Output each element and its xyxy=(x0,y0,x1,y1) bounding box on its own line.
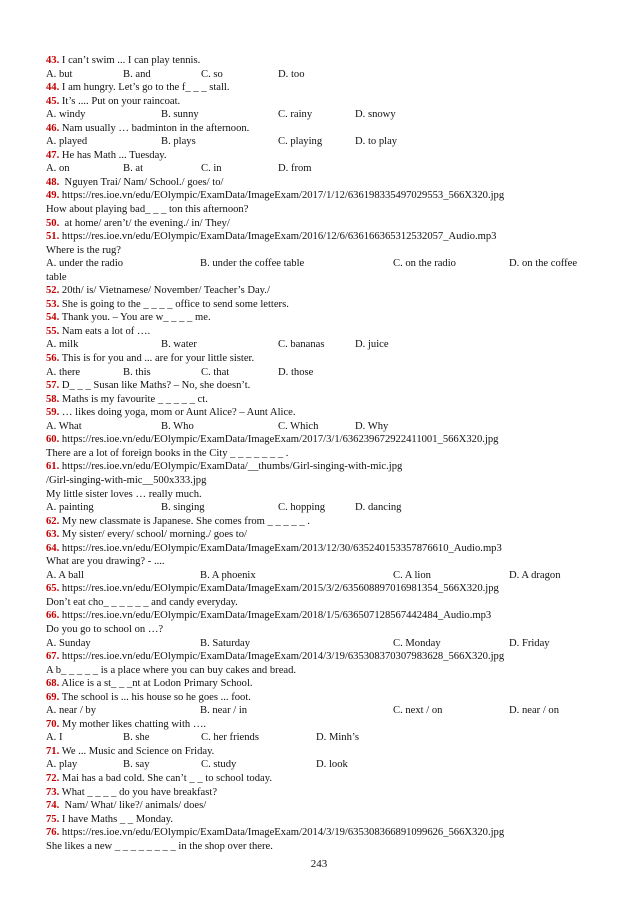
question-text: I have Maths _ _ Monday. xyxy=(59,813,174,825)
answer-option: A. Sunday xyxy=(46,637,91,649)
question-line xyxy=(46,95,594,109)
question-number: 70. xyxy=(46,718,60,730)
question-number: 62. xyxy=(46,515,60,527)
question-number: 54. xyxy=(46,312,60,324)
answer-option: D. dancing xyxy=(355,502,402,514)
question-number: 47. xyxy=(46,149,60,161)
question-number: 71. xyxy=(46,745,60,757)
question-number: 61. xyxy=(46,461,60,473)
answer-option: B. plays xyxy=(161,136,196,148)
answer-option: A. there xyxy=(46,366,81,378)
question-text: Nam eats a lot of …. xyxy=(59,325,151,337)
answer-option: A. A ball xyxy=(46,569,84,581)
question-text: Maths is my favourite _ _ _ _ _ ct. xyxy=(59,393,208,405)
answer-option: B. singing xyxy=(161,502,205,514)
question-line xyxy=(46,650,594,664)
answer-option: A. painting xyxy=(46,502,94,514)
question-line xyxy=(46,813,594,827)
question-text: We ... Music and Science on Friday. xyxy=(59,745,215,757)
question-text: Nam usually … badminton in the afternoon. xyxy=(59,122,250,134)
answer-options xyxy=(46,731,594,745)
question-number: 66. xyxy=(46,610,60,622)
question-number: 53. xyxy=(46,298,60,310)
question-text: https://res.ioe.vn/edu/EOlympic/ExamData/ImageExam/2015/3/2/635608897016981354_566X320.jpg xyxy=(59,583,499,595)
question-line xyxy=(46,582,594,596)
answer-option: B. Who xyxy=(161,420,194,432)
answer-options xyxy=(46,569,594,583)
question-number: 63. xyxy=(46,529,60,541)
answer-option: B. she xyxy=(123,732,150,744)
text-line: Do you go to school on …? xyxy=(46,623,164,635)
question-number: 75. xyxy=(46,813,60,825)
question-number: 59. xyxy=(46,407,60,419)
answer-options xyxy=(46,338,594,352)
answer-options xyxy=(46,68,594,82)
answer-option: A. under the radio xyxy=(46,258,124,270)
text-line: Where is the rug? xyxy=(46,244,122,256)
question-text: https://res.ioe.vn/edu/EOlympic/ExamData/ImageExam/2014/3/19/635308366891099626_566X320.jpg xyxy=(59,827,505,839)
question-number: 43. xyxy=(46,55,60,66)
answer-option: A. play xyxy=(46,759,78,771)
answer-options xyxy=(46,704,594,718)
question-line xyxy=(46,189,594,203)
answer-option: D. A dragon xyxy=(509,569,561,581)
question-number: 68. xyxy=(46,678,60,690)
answer-option: C. A lion xyxy=(393,569,431,581)
question-text: D_ _ _ Susan like Maths? – No, she doesn’t. xyxy=(59,380,251,392)
answer-option: C. that xyxy=(201,366,230,378)
question-text: … likes doing yoga, mom or Aunt Alice? – Aunt Alice. xyxy=(59,407,296,419)
answer-option: B. A phoenix xyxy=(200,569,256,581)
answer-option: D. Minh’s xyxy=(316,732,359,744)
answer-option: C. hopping xyxy=(278,502,326,514)
answer-option: A. I xyxy=(46,732,63,744)
answer-option: A. windy xyxy=(46,109,86,121)
question-text: My sister/ every/ school/ morning./ goes to/ xyxy=(59,529,247,541)
answer-option: A. milk xyxy=(46,339,79,351)
question-line xyxy=(46,176,594,190)
question-line xyxy=(46,311,594,325)
question-line xyxy=(46,826,594,840)
question-text: It’s .... Put on your raincoat. xyxy=(59,95,181,107)
question-text: What _ _ _ _ do you have breakfast? xyxy=(59,786,218,798)
question-number: 60. xyxy=(46,434,60,446)
answer-option: D. look xyxy=(316,759,348,771)
question-text: Mai has a bad cold. She can’t _ _ to school today. xyxy=(59,772,272,784)
question-text: She is going to the _ _ _ _ office to send some letters. xyxy=(59,298,289,310)
question-number: 51. xyxy=(46,231,60,243)
answer-option: A. near / by xyxy=(46,705,97,717)
question-number: 46. xyxy=(46,122,60,134)
question-text: My new classmate is Japanese. She comes from _ _ _ _ _ . xyxy=(59,515,310,527)
answer-option: A. played xyxy=(46,136,88,148)
question-number: 73. xyxy=(46,786,60,798)
answer-option: A. but xyxy=(46,68,73,80)
answer-option: A. What xyxy=(46,420,82,432)
question-text: at home/ aren’t/ the evening./ in/ They/ xyxy=(59,217,230,229)
question-line xyxy=(46,718,594,732)
question-number: 49. xyxy=(46,190,60,202)
question-line xyxy=(46,745,594,759)
question-line xyxy=(46,528,594,542)
text-line: What are you drawing? - .... xyxy=(46,556,165,568)
question-text: Alice is a st_ _ _nt at Lodon Primary School. xyxy=(59,678,253,690)
question-text: https://res.ioe.vn/edu/EOlympic/ExamData/ImageExam/2017/3/1/636239672922411001_566X320.jpg xyxy=(59,434,499,446)
question-line xyxy=(46,54,594,68)
answer-option: B. Saturday xyxy=(200,637,251,649)
answer-option: C. rainy xyxy=(278,109,313,121)
question-number: 52. xyxy=(46,285,60,297)
question-line xyxy=(46,149,594,163)
question-line xyxy=(46,799,594,813)
question-number: 44. xyxy=(46,82,60,94)
text-line: How about playing bad_ _ _ ton this afternoon? xyxy=(46,204,249,216)
answer-option: B. say xyxy=(123,759,150,771)
question-line xyxy=(46,542,594,556)
question-line xyxy=(46,772,594,786)
question-number: 56. xyxy=(46,353,60,365)
question-text: My mother likes chatting with …. xyxy=(59,718,207,730)
question-number: 50. xyxy=(46,217,60,229)
answer-option: D. Why xyxy=(355,420,389,432)
question-text: https://res.ioe.vn/edu/EOlympic/ExamData/ImageExam/2014/3/19/635308370307983628_566X320.jpg xyxy=(59,651,505,663)
answer-options xyxy=(46,257,594,271)
question-number: 48. xyxy=(46,176,60,188)
answer-option: C. her friends xyxy=(201,732,259,744)
text-line: table xyxy=(46,271,67,283)
question-text: This is for you and ... are for your little sister. xyxy=(59,353,255,365)
answer-option: C. Monday xyxy=(393,637,441,649)
answer-option: B. at xyxy=(123,163,144,175)
question-line xyxy=(46,230,594,244)
answer-option: C. Which xyxy=(278,420,319,432)
question-text: https://res.ioe.vn/edu/EOlympic/ExamData/ImageExam/2016/12/6/636166365312532057_Audio.mp3 xyxy=(59,231,497,243)
question-line xyxy=(46,298,594,312)
question-list xyxy=(46,54,594,853)
question-text: I can’t swim ... I can play tennis. xyxy=(59,55,201,66)
question-text: 20th/ is/ Vietnamese/ November/ Teacher’s Day./ xyxy=(59,285,270,297)
answer-options xyxy=(46,420,594,434)
question-text: I am hungry. Let’s go to the f_ _ _ stall. xyxy=(59,82,230,94)
text-line: A b_ _ _ _ _ is a place where you can buy cakes and bread. xyxy=(46,664,297,676)
answer-option: C. bananas xyxy=(278,339,325,351)
question-text: He has Math ... Tuesday. xyxy=(59,149,167,161)
question-text: Thank you. – You are w_ _ _ _ me. xyxy=(59,312,211,324)
question-line xyxy=(46,81,594,95)
question-line xyxy=(46,352,594,366)
question-text: https://res.ioe.vn/edu/EOlympic/ExamData/ImageExam/2017/1/12/636198335497029553_566X320.jpg xyxy=(59,190,505,202)
question-line xyxy=(46,609,594,623)
answer-option: D. on the coffee xyxy=(509,258,578,270)
question-text: The school is ... his house so he goes ... foot. xyxy=(59,691,251,703)
answer-option: D. near / on xyxy=(509,705,560,717)
answer-option: B. water xyxy=(161,339,197,351)
question-number: 67. xyxy=(46,651,60,663)
question-line xyxy=(46,393,594,407)
answer-option: B. under the coffee table xyxy=(200,258,305,270)
question-line xyxy=(46,379,594,393)
answer-option: D. to play xyxy=(355,136,398,148)
question-number: 57. xyxy=(46,380,60,392)
text-line: My little sister loves … really much. xyxy=(46,488,202,500)
answer-options xyxy=(46,501,594,515)
text-line: /Girl-singing-with-mic__500x333.jpg xyxy=(46,474,207,486)
answer-option: B. this xyxy=(123,366,151,378)
question-number: 58. xyxy=(46,393,60,405)
question-line xyxy=(46,433,594,447)
question-line xyxy=(46,122,594,136)
question-number: 45. xyxy=(46,95,60,107)
answer-options xyxy=(46,135,594,149)
answer-option: C. so xyxy=(201,68,223,80)
page-number: 243 xyxy=(310,858,328,870)
question-number: 55. xyxy=(46,325,60,337)
answer-options xyxy=(46,108,594,122)
answer-option: B. and xyxy=(123,68,151,80)
answer-option: D. those xyxy=(278,366,314,378)
question-line xyxy=(46,691,594,705)
text-line: She likes a new _ _ _ _ _ _ _ _ in the shop over there. xyxy=(46,840,273,852)
answer-option: D. juice xyxy=(355,339,389,351)
answer-option: D. too xyxy=(278,68,305,80)
question-line xyxy=(46,460,594,474)
answer-option: B. sunny xyxy=(161,109,199,121)
question-line xyxy=(46,786,594,800)
question-line xyxy=(46,406,594,420)
question-line xyxy=(46,325,594,339)
question-line xyxy=(46,284,594,298)
answer-options xyxy=(46,637,594,651)
answer-option: A. on xyxy=(46,163,70,175)
answer-options xyxy=(46,162,594,176)
question-number: 74. xyxy=(46,800,60,812)
question-text: Nguyen Trai/ Nam/ School./ goes/ to/ xyxy=(59,176,224,188)
text-line: Don’t eat cho_ _ _ _ _ _ and candy everyday. xyxy=(46,596,238,608)
question-text: https://res.ioe.vn/edu/EOlympic/ExamData/__thumbs/Girl-singing-with-mic.jpg xyxy=(59,461,403,473)
question-text: https://res.ioe.vn/edu/EOlympic/ExamData/ImageExam/2018/1/5/636507128567442484_Audio.mp3 xyxy=(59,610,492,622)
question-text: Nam/ What/ like?/ animals/ does/ xyxy=(59,800,207,812)
answer-option: D. from xyxy=(278,163,312,175)
question-number: 65. xyxy=(46,583,60,595)
question-number: 69. xyxy=(46,691,60,703)
question-line xyxy=(46,217,594,231)
question-line xyxy=(46,677,594,691)
question-text: https://res.ioe.vn/edu/EOlympic/ExamData/ImageExam/2013/12/30/635240153357876610_Audio.mp3 xyxy=(59,542,502,554)
answer-option: C. in xyxy=(201,163,222,175)
answer-options xyxy=(46,366,594,380)
answer-option: C. study xyxy=(201,759,237,771)
question-number: 64. xyxy=(46,542,60,554)
answer-option: D. snowy xyxy=(355,109,396,121)
answer-option: C. next / on xyxy=(393,705,443,717)
question-line xyxy=(46,515,594,529)
question-number: 72. xyxy=(46,772,60,784)
question-number: 76. xyxy=(46,827,60,839)
answer-option: C. on the radio xyxy=(393,258,456,270)
answer-options xyxy=(46,758,594,772)
answer-option: D. Friday xyxy=(509,637,550,649)
answer-option: B. near / in xyxy=(200,705,248,717)
text-line: There are a lot of foreign books in the City _ _ _ _ _ _ _ . xyxy=(46,447,289,459)
answer-option: C. playing xyxy=(278,136,323,148)
